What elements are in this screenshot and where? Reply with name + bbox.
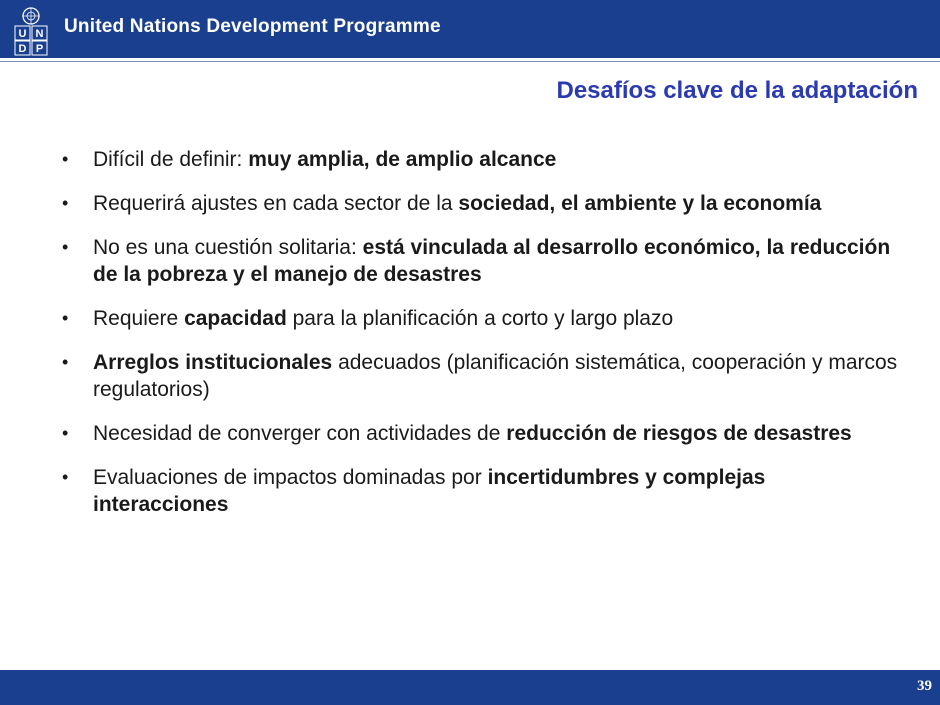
bullet-text: Necesidad de converger con actividades de	[93, 422, 507, 445]
bullet-dot-icon: •	[62, 423, 69, 443]
bullet-item	[60, 234, 900, 288]
bullet-bold-text: sociedad, el ambiente y la economía	[458, 192, 822, 215]
bullet-dot-icon: •	[62, 467, 69, 487]
bullet-item	[60, 190, 900, 217]
bullet-text: para la planificación a corto y largo plazo	[286, 307, 674, 330]
bullet-dot-icon: •	[62, 308, 69, 328]
bullet-dot-icon: •	[62, 237, 69, 257]
bullet-bold-text: Arreglos institucionales	[93, 351, 333, 374]
slide-title: Desafíos clave de la adaptación	[556, 77, 918, 104]
bullet-item	[60, 420, 900, 447]
logo-letter: U	[18, 28, 27, 40]
bullet-item	[60, 349, 900, 403]
header-bar	[0, 0, 940, 58]
bullet-dot-icon: •	[62, 149, 69, 169]
bullet-text: Evaluaciones de impactos dominadas por	[93, 466, 488, 489]
logo-letter: D	[18, 43, 27, 55]
bullet-bold-text: está vinculada al desarrollo económico, la reducción de la pobreza y el manejo de desastres	[93, 236, 891, 286]
bullet-dot-icon: •	[62, 193, 69, 213]
bullet-bold-text: muy amplia, de amplio alcance	[248, 148, 557, 171]
bullet-text: Requiere	[93, 307, 185, 330]
undp-logo-icon	[14, 6, 48, 56]
header-rule	[0, 61, 940, 62]
bullet-text: No es una cuestión solitaria:	[93, 236, 363, 259]
organization-name: United Nations Development Programme	[64, 16, 441, 37]
bullet-text: Requerirá ajustes en cada sector de la	[93, 192, 459, 215]
bullet-item	[60, 305, 900, 332]
bullet-text: Difícil de definir:	[93, 148, 249, 171]
bullet-text: adecuados (planificación sistemática, cooperación y marcos regulatorios)	[93, 351, 898, 401]
bullet-bold-text: capacidad	[184, 307, 287, 330]
bullet-bold-text: reducción de riesgos de desastres	[506, 422, 852, 445]
bullet-list	[60, 146, 900, 535]
bullet-item	[60, 464, 900, 518]
footer-bar	[0, 670, 940, 705]
page-number: 39	[917, 678, 932, 694]
bullet-bold-text: incertidumbres y complejas interacciones	[93, 466, 766, 516]
logo-letter: P	[35, 43, 44, 55]
logo-letter: N	[35, 28, 44, 40]
bullet-item	[60, 146, 900, 173]
bullet-dot-icon: •	[62, 352, 69, 372]
